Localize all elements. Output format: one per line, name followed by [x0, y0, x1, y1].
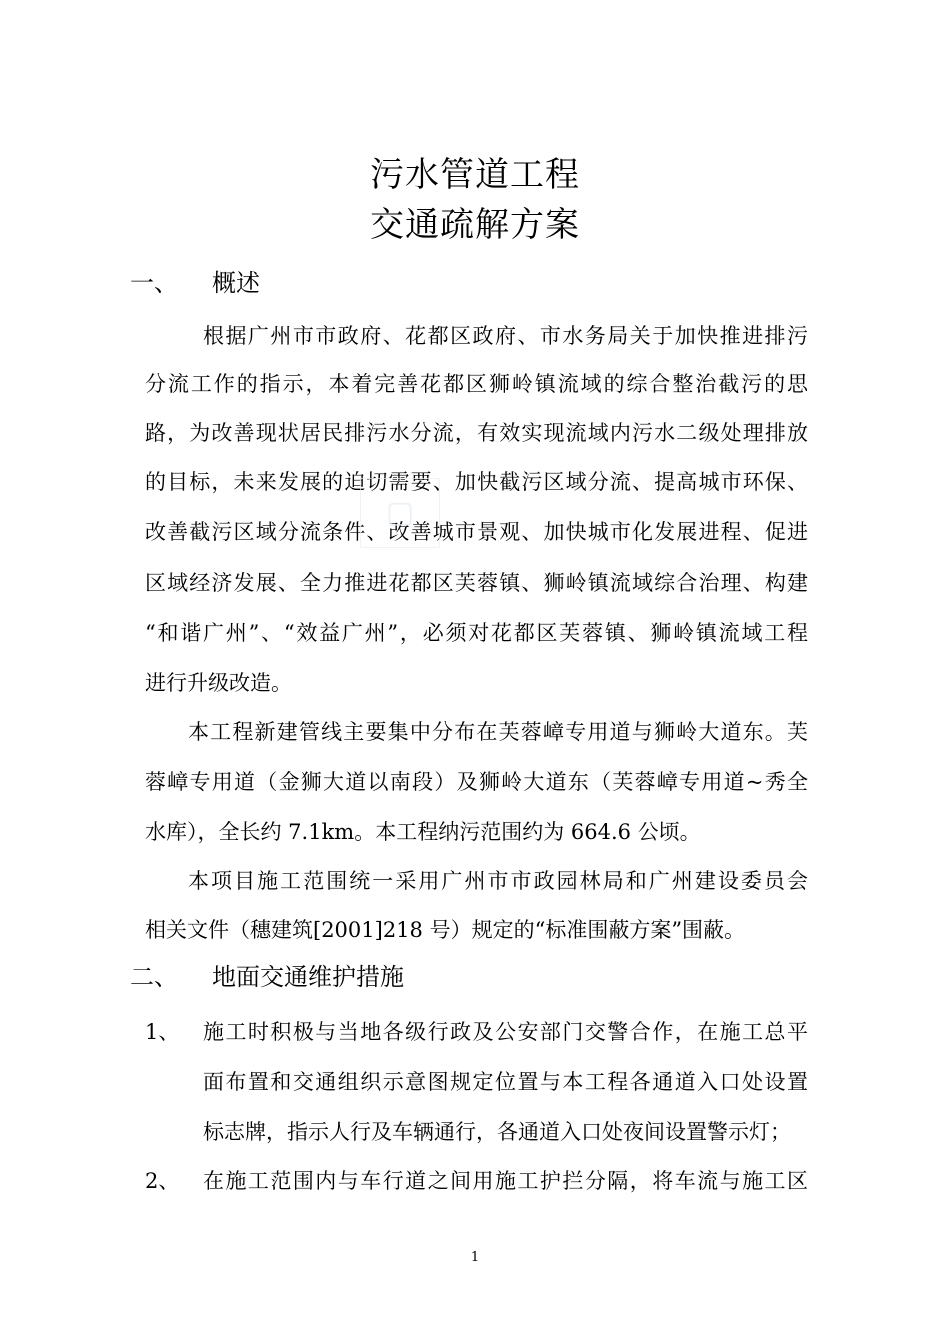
document-title-line-1: 污水管道工程 [370, 155, 580, 195]
paragraph-line: 区域经济发展、全力推进花都区芙蓉镇、狮岭镇流域综合治理、构建 [145, 571, 808, 595]
paragraph-line: 进行升级改造。 [145, 671, 292, 695]
document-title-line-2: 交通疏解方案 [370, 205, 580, 245]
section-2-heading [130, 960, 404, 994]
paragraph-line: 分流工作的指示，本着完善花都区狮岭镇流域的综合整治截污的思 [145, 372, 808, 396]
paragraph-line: 本工程新建管线主要集中分布在芙蓉嶂专用道与狮岭大道东。芙 [188, 720, 808, 744]
section-2-number: 二、 [130, 963, 178, 991]
paragraph-line: 根据广州市市政府、花都区政府、市水务局关于加快推进排污 [203, 324, 808, 348]
paragraph-line: 本项目施工范围统一采用广州市市政园林局和广州建设委员会 [188, 869, 808, 893]
paragraph-line: 路，为改善现状居民排污水分流，有效实现流域内污水二级处理排放 [145, 421, 808, 445]
list-item-number: 1、 [145, 1020, 180, 1044]
list-item-line: 标志牌，指示人行及车辆通行，各通道入口处夜间设置警示灯； [203, 1120, 791, 1144]
paragraph-line: “和谐广州”、“效益广州”，必须对花都区芙蓉镇、狮岭镇流域工程 [145, 621, 808, 645]
paragraph-line: 相关文件（穗建筑[2001]218 号）规定的“标准围蔽方案”围蔽。 [145, 918, 746, 942]
paragraph-line: 水库），全长约 7.1km。本工程纳污范围约为 664.6 公顷。 [145, 820, 701, 844]
list-item-line: 面布置和交通组织示意图规定位置与本工程各通道入口处设置 [203, 1070, 808, 1094]
section-1-title: 概述 [212, 269, 260, 297]
page-number: 1 [470, 1250, 480, 1265]
watermark-logo: ▢ [360, 478, 440, 548]
paragraph-line: 的目标，未来发展的迫切需要、加快截污区域分流、提高城市环保、 [145, 470, 808, 494]
section-1-heading [130, 266, 260, 300]
list-item-line: 在施工范围内与车行道之间用施工护拦分隔，将车流与施工区 [203, 1169, 808, 1193]
paragraph-line: 改善截污区域分流条件、改善城市景观、加快城市化发展进程、促进 [145, 520, 808, 544]
list-item-line: 施工时积极与当地各级行政及公安部门交警合作，在施工总平 [203, 1020, 808, 1044]
paragraph-line: 蓉嶂专用道（金狮大道以南段）及狮岭大道东（芙蓉嶂专用道~秀全 [145, 770, 808, 794]
section-1-number: 一、 [130, 269, 178, 297]
section-2-title: 地面交通维护措施 [212, 963, 404, 991]
list-item-number: 2、 [145, 1169, 180, 1193]
